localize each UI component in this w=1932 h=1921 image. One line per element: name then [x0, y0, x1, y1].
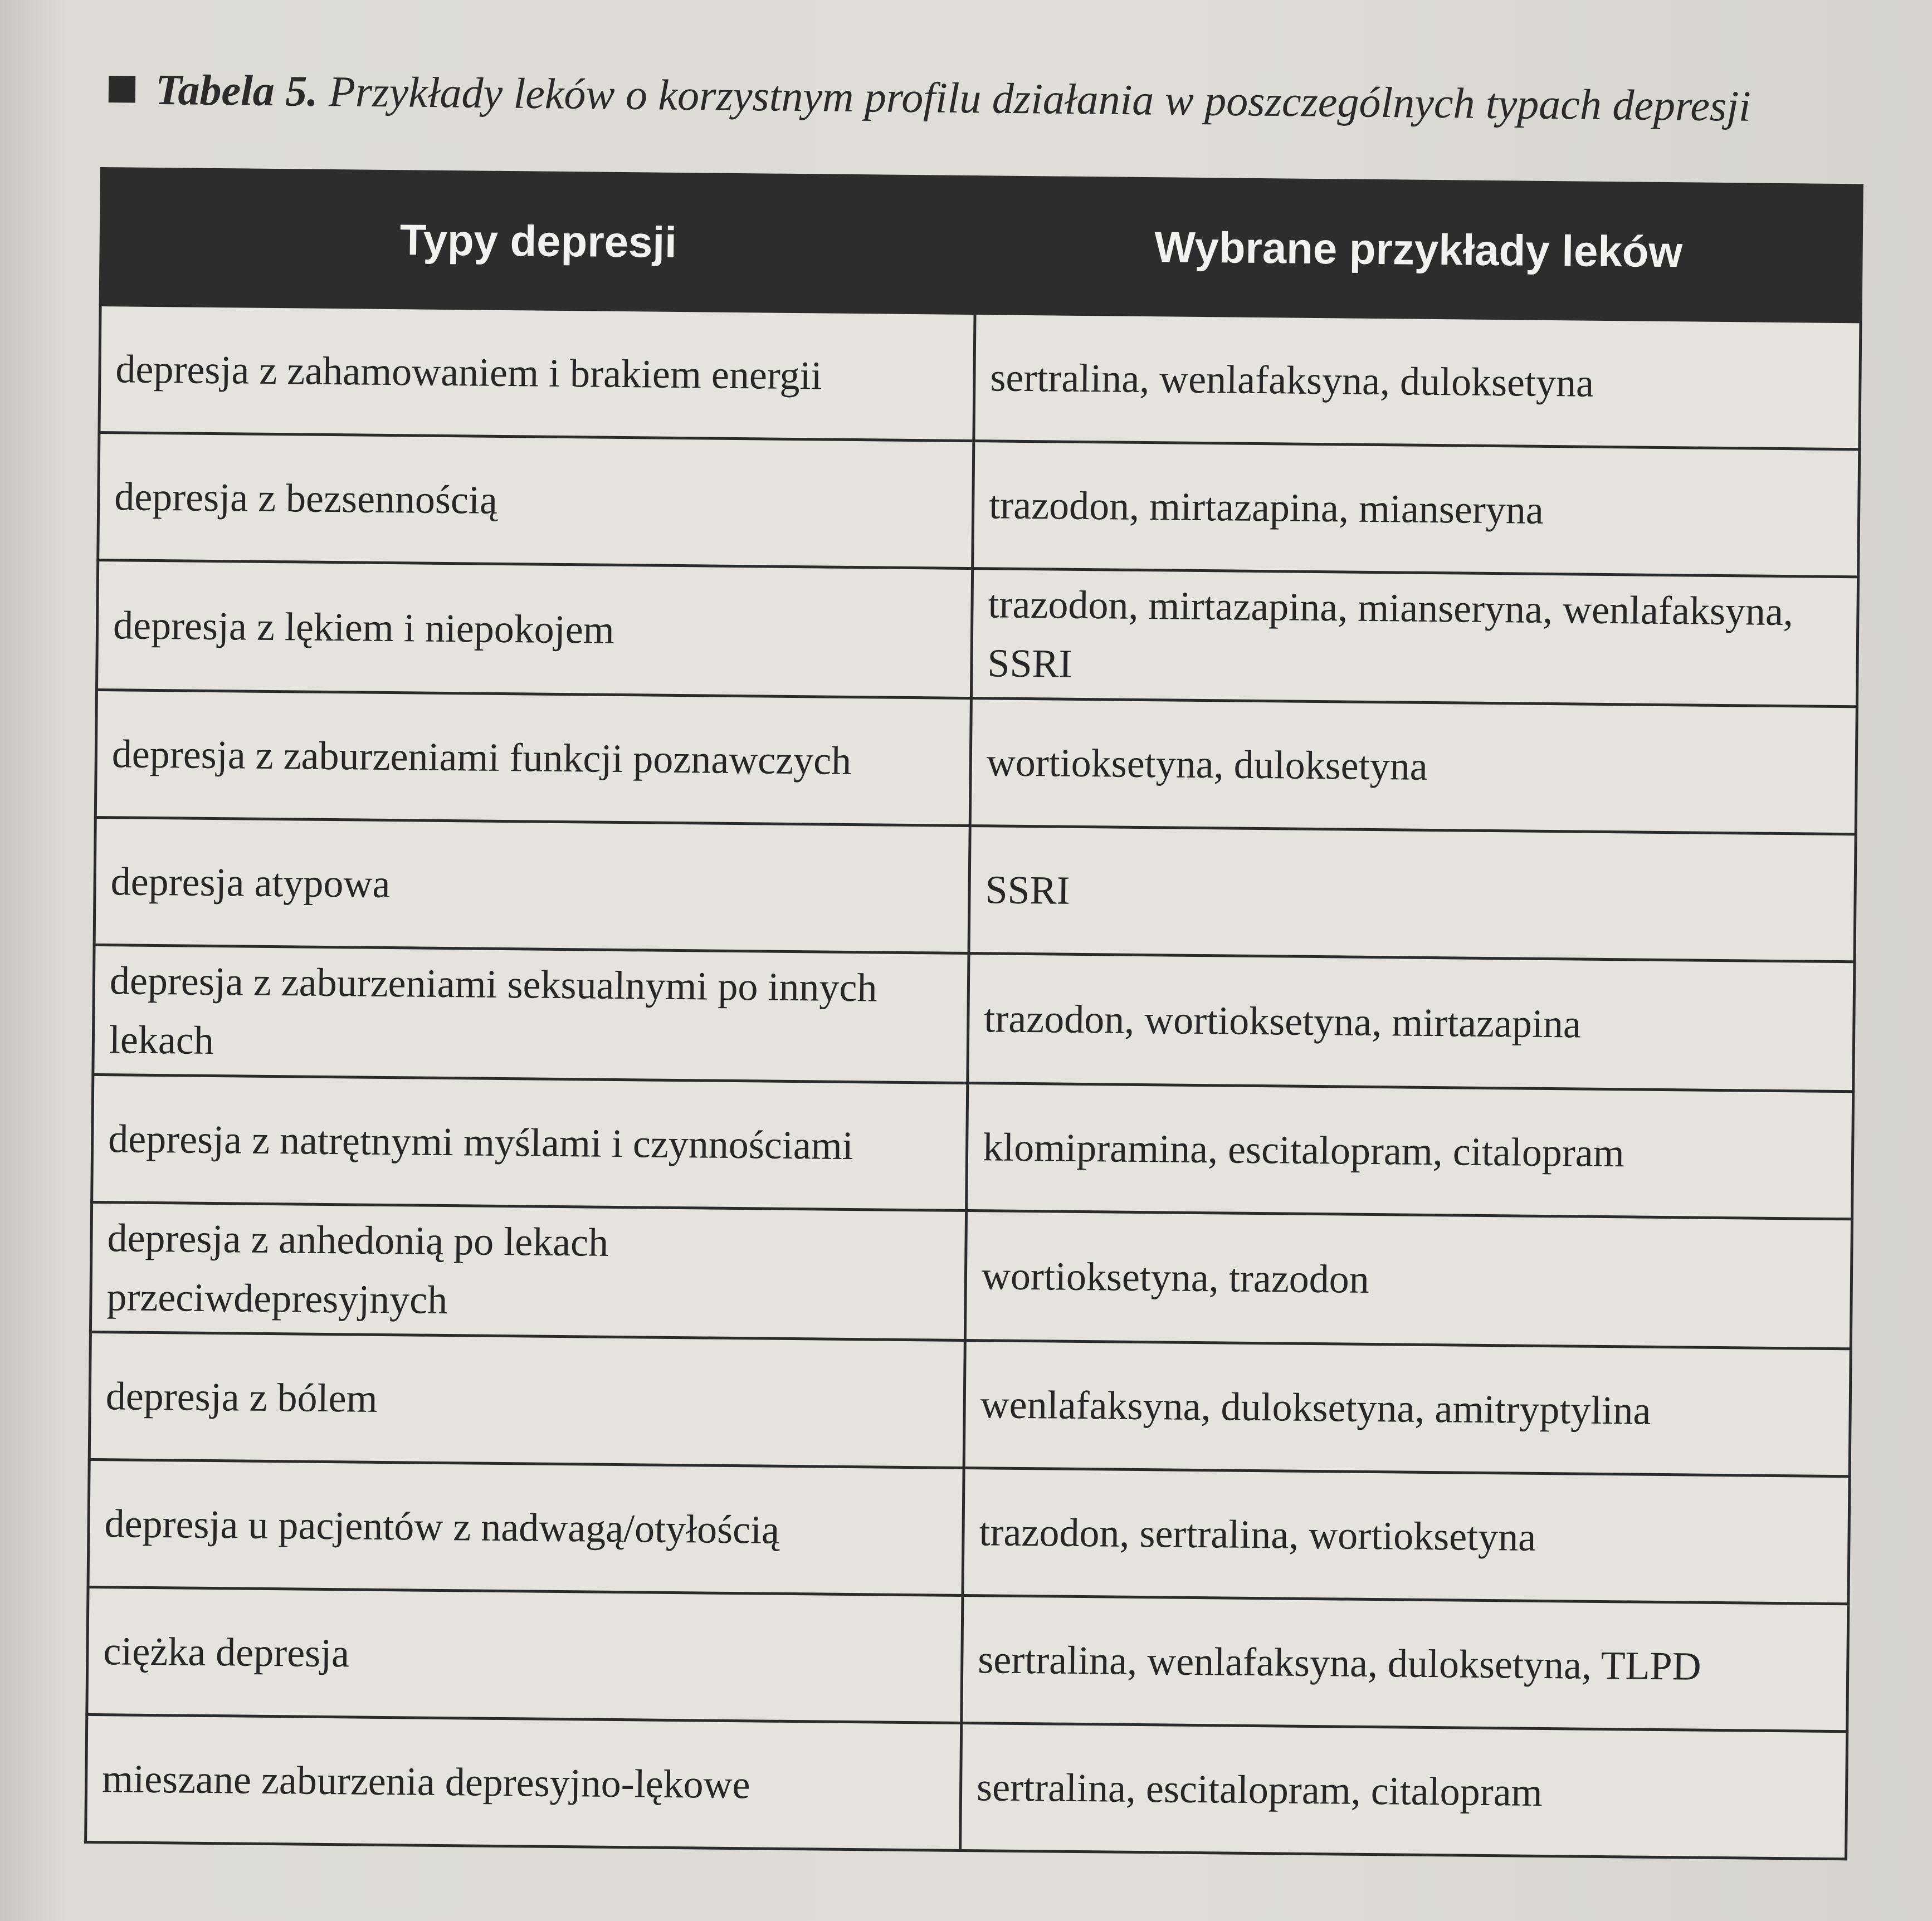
table-row — [99, 305, 1861, 449]
caption-square-marker — [109, 76, 136, 103]
table-row — [95, 690, 1857, 834]
table-caption — [108, 53, 1863, 144]
depression-type-cell: depresja u pacjentów z nadwagą/otyłością — [88, 1459, 964, 1595]
header-depression-types: Typy depresji — [100, 169, 976, 314]
drugs-cell: sertralina, escitalopram, citalopram — [960, 1723, 1847, 1859]
depression-type-cell: depresja z bezsennością — [98, 433, 974, 569]
table-row — [88, 1459, 1850, 1604]
caption-label: Tabela 5. — [155, 65, 319, 115]
table-row — [89, 1332, 1851, 1476]
caption-title: Przykłady leków o korzystnym profilu działania w poszczególnych typach depresji — [328, 67, 1752, 130]
table-body — [86, 305, 1861, 1859]
drugs-cell: trazodon, mirtazapina, mianseryna, wenlafaksyna, SSRI — [971, 569, 1858, 707]
table-row — [87, 1587, 1848, 1731]
table-row — [96, 560, 1858, 706]
drugs-cell: SSRI — [969, 826, 1856, 962]
drugs-cell: wortioksetyna, trazodon — [965, 1211, 1852, 1349]
drugs-cell: trazodon, wortioksetyna, mirtazapina — [968, 954, 1855, 1092]
drug-table-wrapper — [84, 167, 1861, 1860]
depression-type-cell: depresja z anhedonią po lekach przeciwdepresyjnych — [90, 1202, 966, 1340]
table-row — [86, 1714, 1847, 1859]
table-row — [93, 945, 1855, 1091]
table-row — [98, 433, 1860, 577]
drugs-cell: klomipramina, escitalopram, citalopram — [967, 1083, 1853, 1219]
table-row — [92, 1074, 1853, 1219]
drugs-cell: wenlafaksyna, duloksetyna, amitryptylina — [964, 1340, 1851, 1476]
depression-type-cell: depresja z zaburzeniami seksualnymi po innych lekach — [93, 945, 969, 1083]
depression-type-cell: ciężka depresja — [87, 1587, 963, 1723]
header-row — [100, 169, 1862, 322]
depression-type-cell: depresja z zaburzeniami funkcji poznawczych — [95, 690, 971, 825]
depression-type-cell: mieszane zaburzenia depresyjno-lękowe — [86, 1714, 962, 1850]
depression-type-cell: depresja z bólem — [89, 1332, 965, 1468]
drugs-cell: sertralina, wenlafaksyna, duloksetyna, TLPD — [962, 1595, 1848, 1731]
depression-type-cell: depresja z lękiem i niepokojem — [96, 560, 972, 698]
drugs-cell: wortioksetyna, duloksetyna — [970, 698, 1857, 834]
depression-type-cell: depresja z zahamowaniem i brakiem energii — [99, 305, 975, 441]
caption-text — [155, 65, 1752, 131]
drugs-cell: sertralina, wenlafaksyna, duloksetyna — [974, 314, 1861, 449]
table-row — [94, 817, 1856, 961]
table-header — [100, 169, 1862, 322]
drug-table — [84, 167, 1863, 1860]
header-example-drugs: Wybrane przykłady leków — [975, 177, 1862, 322]
drugs-cell: trazodon, sertralina, wortioksetyna — [963, 1468, 1850, 1604]
table-row — [90, 1202, 1852, 1348]
depression-type-cell: depresja atypowa — [94, 817, 970, 953]
depression-type-cell: depresja z natrętnymi myślami i czynnościami — [92, 1074, 968, 1210]
drugs-cell: trazodon, mirtazapina, mianseryna — [973, 441, 1860, 577]
